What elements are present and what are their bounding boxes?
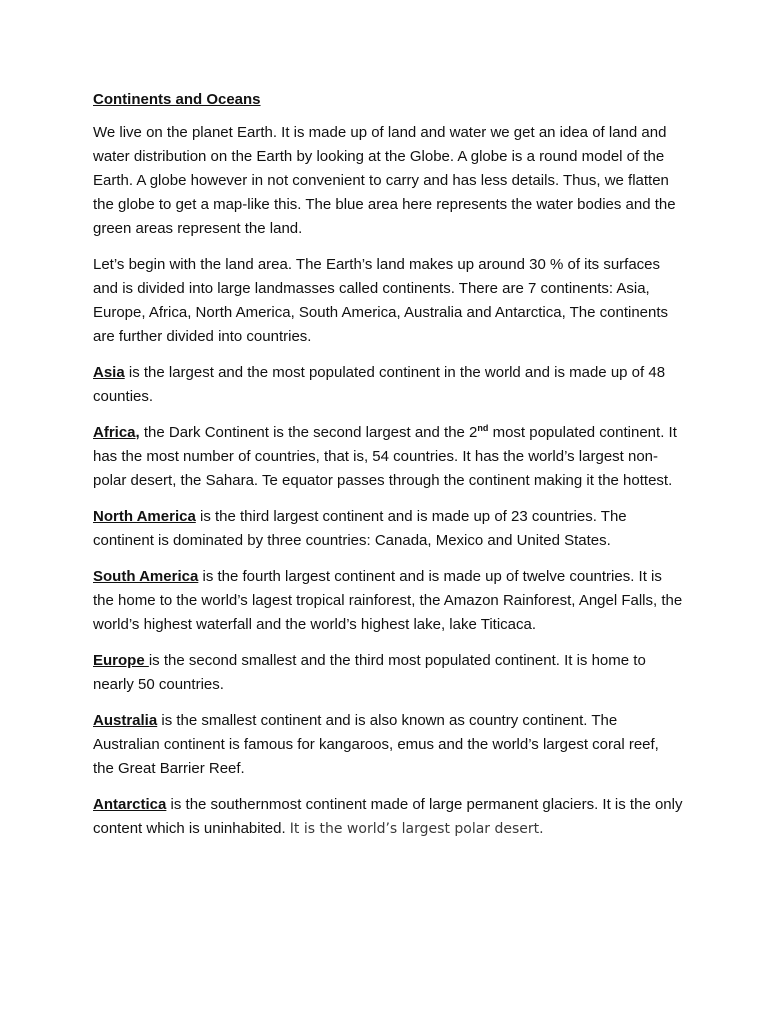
south-america-paragraph — [93, 565, 683, 637]
asia-paragraph — [93, 361, 683, 409]
document-page — [93, 89, 683, 853]
antarctica-term: Antarctica — [93, 796, 167, 813]
document-title: Continents and Oceans — [93, 91, 261, 108]
africa-text-1: the Dark Continent is the second largest and the 2 — [139, 424, 478, 441]
australia-term: Australia — [93, 712, 158, 729]
asia-term: Asia — [93, 364, 125, 381]
north-america-paragraph — [93, 505, 683, 553]
north-america-term: North America — [93, 508, 196, 525]
africa-ordinal-suffix: nd — [477, 423, 489, 433]
asia-text: is the largest and the most populated continent in the world and is made up of 48 counties. — [93, 364, 666, 405]
africa-text-2: most populated continent. It has the most number of countries, that is, 54 countries. It has the world’s largest non-polar desert, the Sahara. Te equator passes through the continent making it the hottest. — [93, 424, 677, 489]
south-america-term: South America — [93, 568, 199, 585]
europe-term: Europe — [93, 652, 149, 669]
australia-text: is the smallest continent and is also known as country continent. The Australian continent is famous for kangaroos, emus and the world’s largest coral reef, the Great Barrier Reef. — [93, 712, 659, 777]
intro-paragraph-1: We live on the planet Earth. It is made up of land and water we get an idea of land and water distribution on the Earth by looking at the Globe. A globe is a round model of the Earth. A globe however in not convenient to carry and has less details. Thus, we flatten the globe to get a map-like this. The blue area here represents the water bodies and the green areas represent the land. — [93, 124, 676, 237]
africa-paragraph — [93, 421, 683, 493]
antarctica-text-2: It is the world’s largest polar desert. — [289, 821, 544, 837]
intro-paragraph-2: Let’s begin with the land area. The Earth’s land makes up around 30 % of its surfaces and is divided into large landmasses called continents. There are 7 continents: Asia, Europe, Africa, North America, South America, Australia and Antarctica, The continents are further divided into countries. — [93, 256, 669, 345]
europe-text: is the second smallest and the third most populated continent. It is home to nearly 50 countries. — [93, 652, 646, 693]
australia-paragraph — [93, 709, 683, 781]
europe-paragraph — [93, 649, 683, 697]
south-america-text: is the fourth largest continent and is made up of twelve countries. It is the home to the world’s lagest tropical rainforest, the Amazon Rainforest, Angel Falls, the world’s highest waterfall and the world’s highest lake, lake Titicaca. — [93, 568, 683, 633]
antarctica-text: is the southernmost continent made of large permanent glaciers. It is the only content which is uninhabited. — [93, 796, 683, 837]
africa-term: Africa, — [93, 424, 140, 441]
north-america-text: is the third largest continent and is made up of 23 countries. The continent is dominated by three countries: Canada, Mexico and United States. — [93, 508, 627, 549]
antarctica-paragraph — [93, 793, 683, 841]
